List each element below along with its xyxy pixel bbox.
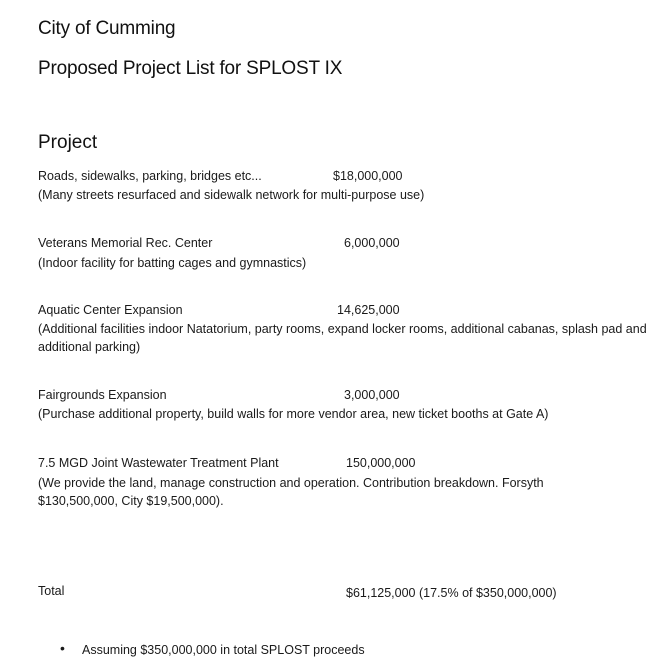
total-label: Total [38, 584, 65, 598]
project-amount: 150,000,000 [346, 456, 416, 470]
total-value: $61,125,000 (17.5% of $350,000,000) [346, 586, 557, 600]
note-text: Assuming $350,000,000 in total SPLOST proceeds [82, 643, 365, 657]
project-name: Aquatic Center Expansion [38, 303, 183, 317]
project-name: Veterans Memorial Rec. Center [38, 236, 213, 250]
project-amount: 3,000,000 [344, 388, 400, 402]
project-description: (We provide the land, manage construction and operation. Contribution breakdown. Forsyth $130,500,000, City $19,500,000). [38, 476, 544, 508]
project-name: 7.5 MGD Joint Wastewater Treatment Plant [38, 456, 279, 470]
project-description: (Additional facilities indoor Natatorium, party rooms, expand locker rooms, additional cabanas, splash pad and additional parking) [38, 322, 647, 354]
document-subtitle: Proposed Project List for SPLOST IX [38, 58, 343, 79]
bullet-dot-icon: • [60, 640, 65, 656]
project-amount: $18,000,000 [333, 169, 403, 183]
project-description: (Indoor facility for batting cages and gymnastics) [38, 256, 307, 270]
project-name: Fairgrounds Expansion [38, 388, 167, 402]
project-description: (Many streets resurfaced and sidewalk network for multi-purpose use) [38, 188, 425, 202]
project-name: Roads, sidewalks, parking, bridges etc... [38, 169, 262, 183]
project-description: (Purchase additional property, build walls for more vendor area, new ticket booths at Gate A) [38, 407, 549, 421]
project-amount: 14,625,000 [337, 303, 400, 317]
city-title: City of Cumming [38, 18, 176, 39]
section-heading-project: Project [38, 132, 98, 153]
project-amount: 6,000,000 [344, 236, 400, 250]
